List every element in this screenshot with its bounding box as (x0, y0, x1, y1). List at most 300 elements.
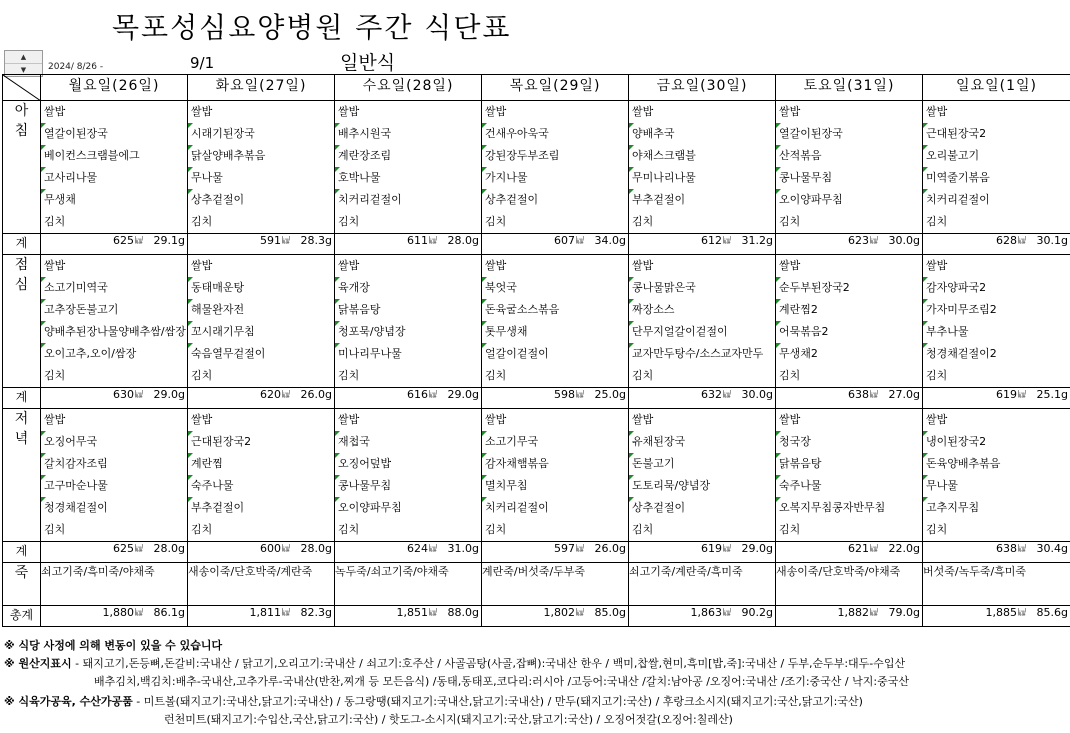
kcal-value: 1,880 (102, 606, 134, 619)
grand-total-cell (776, 606, 923, 627)
lunch-label (3, 255, 41, 388)
porridge-cell: 새송이죽/단호박죽/야채죽 (776, 563, 923, 606)
diagonal-line (3, 75, 41, 101)
menu-item (188, 101, 334, 123)
menu-item-text: 육개장 (338, 281, 370, 294)
menu-item-text: 김치 (632, 523, 654, 536)
menu-item (923, 431, 1070, 453)
menu-item (41, 145, 187, 167)
menu-item-text: 멸치무침 (485, 479, 528, 492)
menu-item-text: 얼갈이겉절이 (485, 347, 549, 360)
menu-item-text: 치커리겉절이 (338, 193, 402, 206)
menu-item-text: 쌀밥 (485, 259, 507, 272)
comment-marker-icon (188, 123, 193, 128)
menu-item (482, 167, 628, 189)
menu-item-text: 치커리겉절이 (485, 501, 549, 514)
menu-item (188, 123, 334, 145)
gram-value: 30.1g (1036, 234, 1068, 247)
kcal-value: 598 (554, 388, 575, 401)
menu-item-text: 오이양파무침 (779, 193, 843, 206)
comment-marker-icon (482, 321, 487, 326)
menu-item-text: 콩나물무침 (779, 171, 833, 184)
comment-marker-icon (776, 189, 781, 194)
grand-total-cell (482, 606, 629, 627)
menu-item-text: 소고기무국 (485, 435, 539, 448)
gram-value: 31.0g (447, 542, 479, 555)
breakfast-label (3, 101, 41, 234)
menu-item-text: 김치 (191, 369, 213, 382)
kcal-unit: ㎉ (723, 544, 731, 553)
menu-item-text: 가자미무조림2 (926, 303, 997, 316)
menu-item (335, 255, 481, 277)
kcal-unit: ㎉ (723, 236, 731, 245)
menu-item (776, 409, 922, 431)
breakfast-subtotal-cell (41, 234, 188, 255)
lunch-subtotal-values (629, 388, 775, 401)
comment-marker-icon (335, 431, 340, 436)
menu-item (482, 475, 628, 497)
comment-marker-icon (776, 431, 781, 436)
breakfast-cell (41, 101, 188, 234)
lunch-subtotal-cell (482, 388, 629, 409)
lunch-subtotal-values (188, 388, 334, 401)
comment-marker-icon (629, 475, 634, 480)
dinner-subtotal-cell (188, 542, 335, 563)
comment-marker-icon (629, 321, 634, 326)
comment-marker-icon (629, 189, 634, 194)
menu-item (335, 453, 481, 475)
menu-item (923, 321, 1070, 343)
menu-item-text: 김치 (632, 369, 654, 382)
dinner-subtotal-values (41, 542, 187, 555)
menu-item-text: 쌀밥 (926, 413, 948, 426)
menu-item (923, 145, 1070, 167)
comment-marker-icon (629, 299, 634, 304)
menu-item-text: 쌀밥 (485, 413, 507, 426)
menu-item-text: 계란찜 (191, 457, 223, 470)
menu-item (335, 145, 481, 167)
kcal-value: 623 (848, 234, 869, 247)
menu-item-text: 강된장두부조림 (485, 149, 560, 162)
grand-total-cell (923, 606, 1070, 627)
grand-total-label: 총계 (3, 606, 41, 627)
grand-total-cell (335, 606, 482, 627)
lunch-label-char: 점 (14, 257, 29, 273)
menu-item-text: 숙음열무겉절이 (191, 347, 266, 360)
comment-marker-icon (335, 189, 340, 194)
dinner-subtotal-cell (482, 542, 629, 563)
comment-marker-icon (41, 475, 46, 480)
menu-item (188, 255, 334, 277)
menu-item (41, 431, 187, 453)
comment-marker-icon (41, 299, 46, 304)
kcal-value: 625 (113, 542, 134, 555)
menu-item-text: 김치 (632, 215, 654, 228)
kcal-value: 1,863 (690, 606, 722, 619)
menu-item-text: 김치 (44, 523, 66, 536)
dinner-label-char: 녁 (14, 431, 29, 447)
kcal-value: 625 (113, 234, 134, 247)
porridge-cell: 녹두죽/쇠고기죽/야채죽 (335, 563, 482, 606)
porridge-cell: 계란죽/버섯죽/두부죽 (482, 563, 629, 606)
menu-item-text: 북엇국 (485, 281, 517, 294)
comment-marker-icon (923, 343, 928, 348)
kcal-value: 616 (407, 388, 428, 401)
menu-item-text: 해물완자전 (191, 303, 245, 316)
menu-item (188, 453, 334, 475)
comment-marker-icon (41, 167, 46, 172)
lunch-cell (41, 255, 188, 388)
processed-text: - 미트볼(돼지고기:국내산,닭고기:국내산) / 동그랑땡(돼지고기:국내산,닭고기:국내산) / 만두(돼지고기:국산) / 후랑크소시지(돼지고기:국산,닭고기:국산) (136, 695, 863, 708)
day-header: 금요일(30일) (629, 75, 776, 101)
breakfast-subtotal-cell (923, 234, 1070, 255)
grand-total-values (776, 606, 922, 619)
comment-marker-icon (188, 475, 193, 480)
kcal-value: 612 (701, 234, 722, 247)
menu-item-text: 상추겉절이 (632, 501, 686, 514)
menu-item (41, 123, 187, 145)
menu-item (629, 431, 775, 453)
breakfast-label-char: 침 (14, 123, 29, 139)
breakfast-subtotal-cell (482, 234, 629, 255)
comment-marker-icon (776, 321, 781, 326)
menu-item-text: 김치 (338, 523, 360, 536)
grand-total-cell (629, 606, 776, 627)
grand-total-values (41, 606, 187, 619)
dinner-subtotal-cell (41, 542, 188, 563)
menu-item (335, 321, 481, 343)
comment-marker-icon (482, 343, 487, 348)
comment-marker-icon (335, 277, 340, 282)
comment-marker-icon (482, 277, 487, 282)
dinner-subtotal-values (482, 542, 628, 555)
lunch-subtotal-cell (776, 388, 923, 409)
gram-value: 85.0g (594, 606, 626, 619)
menu-item-text: 김치 (191, 215, 213, 228)
kcal-unit: ㎉ (576, 608, 584, 617)
menu-item-text: 오이양파무침 (338, 501, 402, 514)
spin-up-icon[interactable]: ▲ (20, 53, 27, 61)
comment-marker-icon (335, 321, 340, 326)
breakfast-cell (335, 101, 482, 234)
menu-item (41, 277, 187, 299)
comment-marker-icon (776, 453, 781, 458)
gram-value: 29.0g (447, 388, 479, 401)
menu-item-text: 쌀밥 (44, 413, 66, 426)
comment-marker-icon (629, 453, 634, 458)
kcal-unit: ㎉ (135, 608, 143, 617)
comment-marker-icon (335, 123, 340, 128)
grand-total-values (482, 606, 628, 619)
kcal-unit: ㎉ (1018, 544, 1026, 553)
menu-item (776, 497, 922, 519)
menu-item (482, 519, 628, 541)
breakfast-subtotal-values (41, 234, 187, 247)
gram-value: 28.3g (300, 234, 332, 247)
menu-item (41, 101, 187, 123)
menu-item-text: 김치 (779, 215, 801, 228)
menu-item (41, 343, 187, 365)
day-header: 일요일(1일) (923, 75, 1070, 101)
gram-value: 31.2g (741, 234, 773, 247)
menu-item (188, 211, 334, 233)
menu-item-text: 도토리묵/양념장 (632, 479, 711, 492)
menu-item (776, 101, 922, 123)
menu-item-text: 쌀밥 (44, 259, 66, 272)
comment-marker-icon (482, 453, 487, 458)
menu-item (629, 277, 775, 299)
comment-marker-icon (335, 475, 340, 480)
comment-marker-icon (923, 475, 928, 480)
dinner-row (3, 409, 1070, 542)
menu-item (923, 277, 1070, 299)
menu-item-text: 베이컨스크램블에그 (44, 149, 140, 162)
menu-item (188, 365, 334, 387)
lunch-subtotal-values (41, 388, 187, 401)
menu-item-text: 김치 (485, 523, 507, 536)
comment-marker-icon (629, 343, 634, 348)
kcal-value: 1,851 (396, 606, 428, 619)
menu-item-text: 쌀밥 (779, 105, 801, 118)
menu-item-text: 김치 (485, 215, 507, 228)
comment-marker-icon (923, 497, 928, 502)
menu-item-text: 오리불고기 (926, 149, 980, 162)
gram-value: 22.0g (888, 542, 920, 555)
menu-item (335, 365, 481, 387)
day-header-row (3, 75, 1070, 101)
menu-item (776, 255, 922, 277)
kcal-unit: ㎉ (723, 390, 731, 399)
menu-item (629, 167, 775, 189)
lunch-subtotal-cell (188, 388, 335, 409)
menu-item-text: 열갈이된장국 (44, 127, 108, 140)
menu-item (41, 409, 187, 431)
menu-item (629, 475, 775, 497)
menu-item-text: 쌀밥 (338, 105, 360, 118)
menu-item-text: 돈육굴소스볶음 (485, 303, 560, 316)
gram-value: 90.2g (741, 606, 773, 619)
menu-item (335, 189, 481, 211)
gram-value: 30.4g (1036, 542, 1068, 555)
dinner-subtotal-cell (776, 542, 923, 563)
menu-item (629, 255, 775, 277)
menu-item (629, 299, 775, 321)
menu-item (335, 497, 481, 519)
menu-item (482, 409, 628, 431)
menu-item (335, 167, 481, 189)
day-header: 목요일(29일) (482, 75, 629, 101)
gram-value: 79.0g (888, 606, 920, 619)
kcal-value: 638 (996, 542, 1017, 555)
menu-item (188, 497, 334, 519)
menu-item-text: 짜장소스 (632, 303, 675, 316)
gram-value: 30.0g (741, 388, 773, 401)
menu-item (482, 365, 628, 387)
menu-item-text: 쌀밥 (632, 105, 654, 118)
menu-item-text: 오징어무국 (44, 435, 98, 448)
menu-item-text: 무생채2 (779, 347, 818, 360)
menu-item (629, 321, 775, 343)
comment-marker-icon (776, 123, 781, 128)
gram-value: 25.1g (1036, 388, 1068, 401)
kcal-value: 1,885 (985, 606, 1017, 619)
grand-total-values (335, 606, 481, 619)
kcal-value: 1,802 (543, 606, 575, 619)
menu-item (482, 123, 628, 145)
breakfast-subtotal-values (629, 234, 775, 247)
menu-item (188, 519, 334, 541)
menu-item (41, 497, 187, 519)
menu-item-text: 김치 (44, 215, 66, 228)
menu-item-text: 청포묵/양념장 (338, 325, 406, 338)
grand-total-cell (188, 606, 335, 627)
comment-marker-icon (482, 497, 487, 502)
comment-marker-icon (335, 145, 340, 150)
menu-item-text: 감자채햄볶음 (485, 457, 549, 470)
menu-item-text: 부추겉절이 (632, 193, 686, 206)
comment-marker-icon (188, 299, 193, 304)
menu-item (482, 321, 628, 343)
gram-value: 29.0g (741, 542, 773, 555)
menu-item-text: 오복지무침콩자반무침 (779, 501, 886, 514)
comment-marker-icon (41, 453, 46, 458)
dinner-subtotal-values (188, 542, 334, 555)
kcal-value: 607 (554, 234, 575, 247)
dinner-subtotal-cell (629, 542, 776, 563)
lunch-cell (335, 255, 482, 388)
menu-item-text: 콩나물맑은국 (632, 281, 696, 294)
menu-item (776, 277, 922, 299)
menu-item-text: 쌀밥 (632, 413, 654, 426)
menu-item-text: 톳무생채 (485, 325, 528, 338)
menu-item-text: 김치 (779, 369, 801, 382)
lunch-subtotal-label: 계 (3, 388, 41, 409)
grand-total-row (3, 606, 1070, 627)
menu-item (629, 453, 775, 475)
comment-marker-icon (629, 145, 634, 150)
kcal-unit: ㎉ (1018, 608, 1026, 617)
menu-item (629, 519, 775, 541)
menu-item (41, 365, 187, 387)
menu-item-text: 순두부된장국2 (779, 281, 850, 294)
menu-item (335, 475, 481, 497)
menu-item (188, 475, 334, 497)
gram-value: 28.0g (153, 542, 185, 555)
gram-value: 28.0g (300, 542, 332, 555)
dinner-subtotal-cell (335, 542, 482, 563)
menu-item (923, 211, 1070, 233)
menu-table (2, 74, 1070, 627)
menu-item (923, 255, 1070, 277)
menu-item-text: 건새우아욱국 (485, 127, 549, 140)
lunch-subtotal-cell (41, 388, 188, 409)
dinner-label (3, 409, 41, 542)
gram-value: 29.0g (153, 388, 185, 401)
porridge-cell: 쇠고기죽/계란죽/흑미죽 (629, 563, 776, 606)
comment-marker-icon (923, 277, 928, 282)
comment-marker-icon (776, 167, 781, 172)
kcal-value: 619 (996, 388, 1017, 401)
gram-value: 82.3g (300, 606, 332, 619)
dinner-subtotal-values (923, 542, 1070, 555)
kcal-unit: ㎉ (429, 608, 437, 617)
kcal-unit: ㎉ (282, 608, 290, 617)
gram-value: 34.0g (594, 234, 626, 247)
porridge-row (3, 563, 1070, 606)
gram-value: 86.1g (153, 606, 185, 619)
spin-down-icon[interactable]: ▼ (5, 63, 42, 76)
menu-item-text: 고추지무침 (926, 501, 980, 514)
kcal-unit: ㎉ (282, 390, 290, 399)
origin-label: ※ 원산지표시 (4, 657, 72, 670)
menu-item (188, 321, 334, 343)
menu-item-text: 유채된장국 (632, 435, 686, 448)
kcal-value: 597 (554, 542, 575, 555)
menu-item (923, 409, 1070, 431)
comment-marker-icon (923, 431, 928, 436)
menu-item (335, 123, 481, 145)
menu-item (482, 343, 628, 365)
dinner-label-char: 저 (14, 411, 29, 427)
dinner-cell (629, 409, 776, 542)
menu-item (188, 431, 334, 453)
comment-marker-icon (629, 497, 634, 502)
gram-value: 27.0g (888, 388, 920, 401)
menu-item-text: 쌀밥 (485, 105, 507, 118)
menu-item (776, 211, 922, 233)
breakfast-subtotal-label: 계 (3, 234, 41, 255)
kcal-value: 628 (996, 234, 1017, 247)
lunch-row (3, 255, 1070, 388)
kcal-unit: ㎉ (723, 608, 731, 617)
lunch-cell (776, 255, 923, 388)
kcal-unit: ㎉ (870, 608, 878, 617)
comment-marker-icon (335, 167, 340, 172)
menu-item-text: 쌀밥 (632, 259, 654, 272)
breakfast-subtotal-values (335, 234, 481, 247)
menu-item (482, 101, 628, 123)
menu-item-text: 단무지얼갈이겉절이 (632, 325, 728, 338)
menu-item (629, 123, 775, 145)
grand-total-values (923, 606, 1070, 619)
dinner-cell (482, 409, 629, 542)
gram-value: 29.1g (153, 234, 185, 247)
menu-item-text: 김치 (338, 215, 360, 228)
comment-marker-icon (41, 123, 46, 128)
menu-item (335, 431, 481, 453)
menu-item-text: 쌀밥 (338, 259, 360, 272)
menu-item (482, 211, 628, 233)
spin-control[interactable] (4, 50, 43, 77)
lunch-cell (629, 255, 776, 388)
breakfast-subtotal-values (923, 234, 1070, 247)
menu-item-text: 호박나물 (338, 171, 381, 184)
comment-marker-icon (923, 189, 928, 194)
menu-item (41, 189, 187, 211)
dinner-cell (188, 409, 335, 542)
comment-marker-icon (923, 123, 928, 128)
breakfast-cell (482, 101, 629, 234)
menu-item (776, 167, 922, 189)
menu-item (923, 343, 1070, 365)
comment-marker-icon (41, 277, 46, 282)
menu-item-text: 닭볶음탕 (779, 457, 822, 470)
menu-item (923, 475, 1070, 497)
menu-item-text: 쌀밥 (191, 105, 213, 118)
comment-marker-icon (776, 145, 781, 150)
menu-item (188, 343, 334, 365)
menu-item (776, 321, 922, 343)
